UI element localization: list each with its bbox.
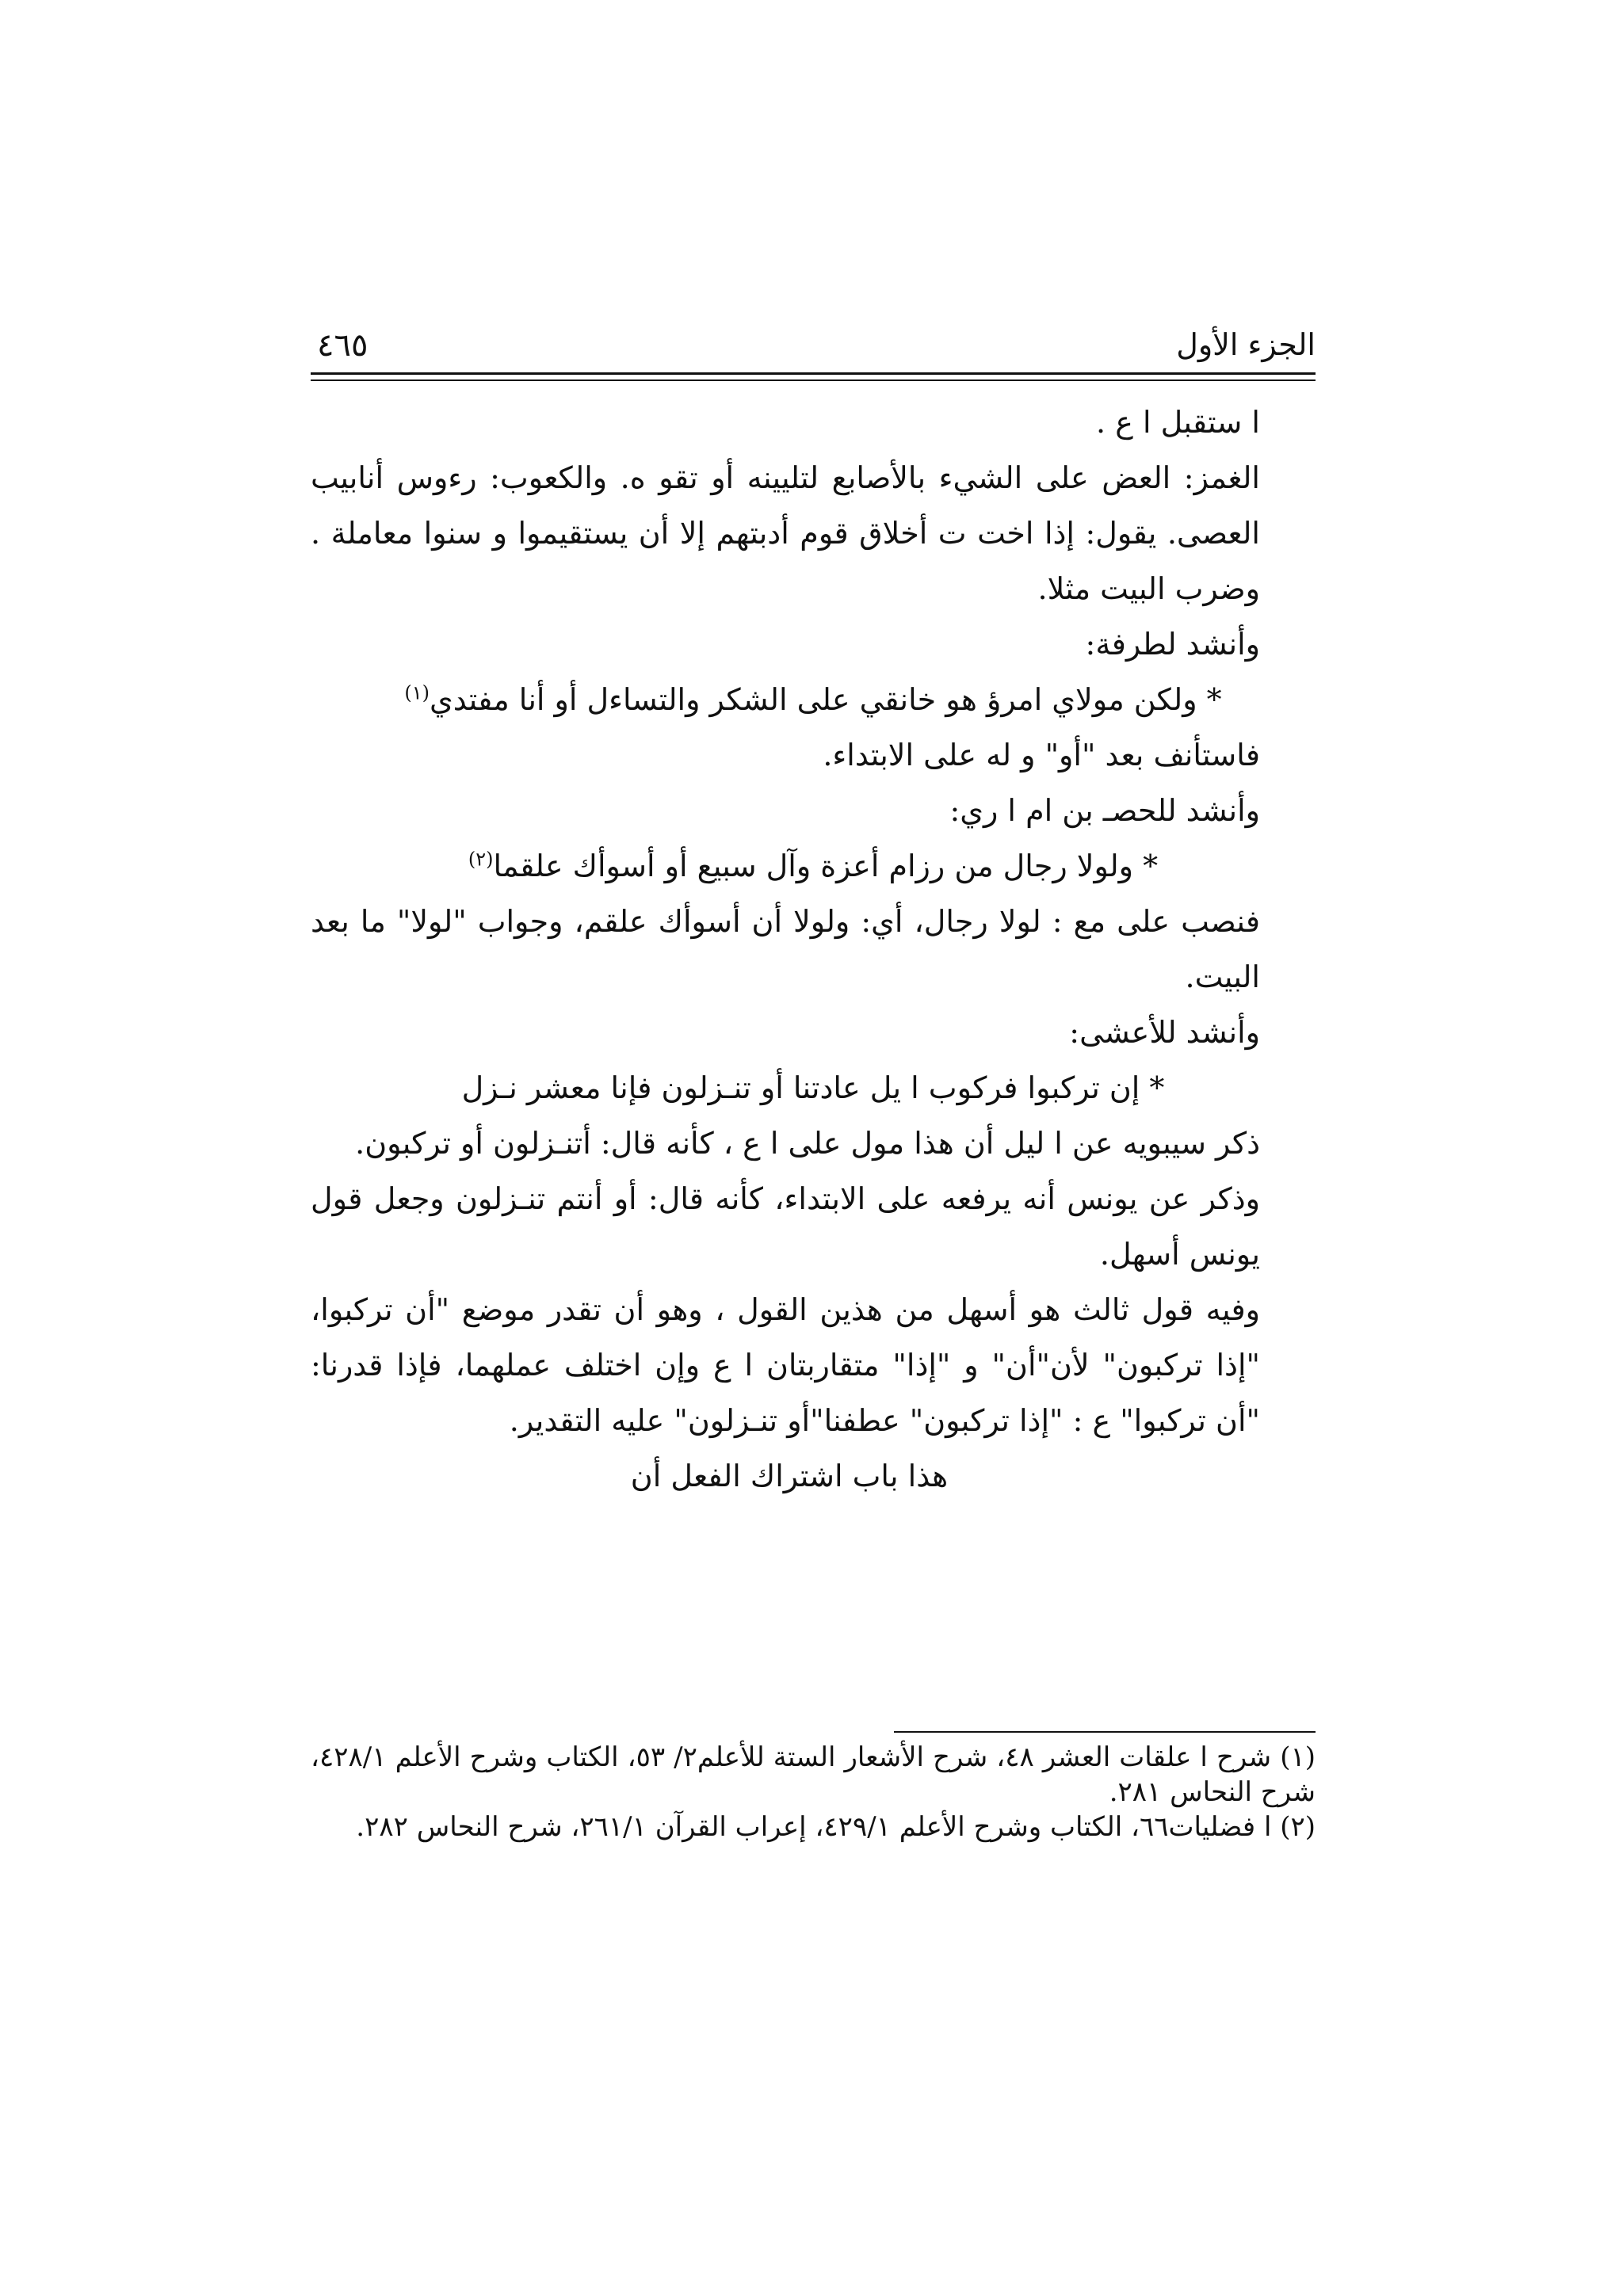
paragraph: فنصب على مع : لولا رجال، أي: ولولا أن أسوأك علقم، وجواب "لولا" ما بعد البيت.: [311, 904, 1260, 994]
paragraph: وذكر عن يونس أنه يرفعه على الابتداء، كأنه قال: أو أنتم تنـزلون وجعل قول يونس أسهل.: [311, 1181, 1260, 1272]
verse-text: * ولولا رجال من رزام أعزة وآل سبيع أو أسوأك علقما: [493, 849, 1159, 883]
paragraph: ذكر سيبويه عن ا ليل أن هذا مول على ا ع ، كأنه قال: أتنـزلون أو تركبون.: [355, 1126, 1260, 1161]
paragraph: وأنشد للأعشى:: [1069, 1015, 1260, 1050]
paragraph: وأنشد لطرفة:: [1085, 627, 1260, 662]
footnote-rule: [894, 1731, 1316, 1733]
header-rule-top: [311, 372, 1316, 375]
footnote-ref: (٢): [468, 848, 494, 871]
chapter-heading: هذا باب اشتراك الفعل أن: [630, 1459, 949, 1493]
verse-line: * إن تركبوا فركوب ا يل عادتنا أو تنـزلون فإنا معشر نـزل: [461, 1070, 1165, 1105]
footnote-ref: (١): [404, 681, 430, 704]
paragraph: وفيه قول ثالث هو أسهل من هذين القول ، وهو أن تقدر موضع "أن تركبوا، "إذا تركبون" لأن"أن" و "إذا" متقاربتان ا ع وإن اختلف عملهما، فإذا قدرنا: "أن تركبوا" ع : "إذا تركبون" عطفنا"أو تنـزلون" عليه التقدير.: [311, 1292, 1260, 1438]
verse-line: [311, 672, 1316, 727]
paragraph: الغمز: العض على الشيء بالأصابع لتليينه أو تقو ه. والكعوب: رءوس أنابيب العصى. يقول: إذا اخت ت أخلاق قوم أدبتهم إلا أن يستقيموا و سنوا معاملة . وضرب البيت مثلا.: [311, 460, 1260, 606]
verse-text: * ولكن مولاي امرؤ هو خانقي على الشكر والتساءل أو أنا مفتدي: [429, 682, 1222, 717]
footnote: (١) شرح ا علقات العشر ٤٨، شرح الأشعار الستة للأعلم٢/ ٥٣، الكتاب وشرح الأعلم ٤٢٨/١، شرح النحاس ٢٨١.: [311, 1741, 1316, 1808]
paragraph: وأنشد للحصـ بن ام ا ري:: [949, 793, 1260, 828]
page-number: ٤٦٥: [317, 327, 369, 364]
running-head: [311, 321, 1316, 368]
paragraph: فاستأنف بعد "أو" و له على الابتداء.: [823, 738, 1260, 772]
footnotes: [311, 1740, 1316, 1844]
paragraph: ا ستقبل ا ع .: [1096, 405, 1260, 440]
body-text: [311, 395, 1316, 1504]
footnote: (٢) ا فضليات٦٦، الكتاب وشرح الأعلم ٤٢٩/١، إعراب القرآن ٢٦١/١، شرح النحاس ٢٨٢.: [356, 1811, 1316, 1843]
running-head-title: الجزء الأول: [1176, 327, 1316, 362]
verse-line: [311, 838, 1316, 894]
header-rule-bottom: [311, 379, 1316, 381]
